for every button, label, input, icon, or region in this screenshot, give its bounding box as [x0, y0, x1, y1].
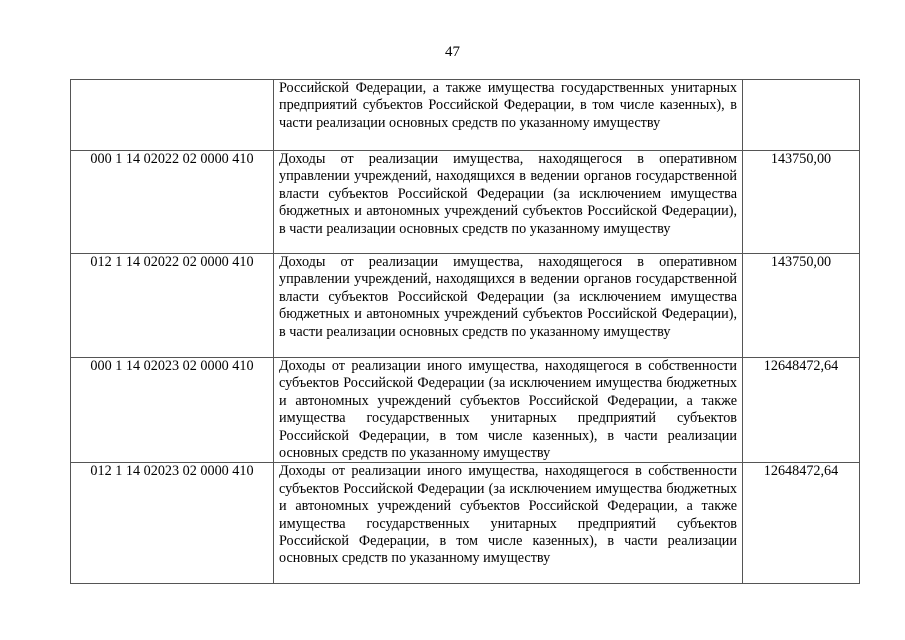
revenue-code-cell	[71, 80, 274, 151]
table-row	[71, 151, 860, 254]
revenue-description-cell: Доходы от реализации иного имущества, находящегося в собственности субъектов Российской Федерации (за исключением имущества бюджетных и автономных учреждений субъектов Российской Федерации, а также имущества государственных унитарных предприятий субъектов Российской Федерации, в том числе казенных), в части реализации основных средств по указанному имуществу	[274, 463, 743, 584]
table-row	[71, 80, 860, 151]
table-row	[71, 358, 860, 463]
budget-revenue-table	[70, 79, 860, 584]
revenue-code-cell: 012 1 14 02023 02 0000 410	[71, 463, 274, 584]
revenue-code-cell: 000 1 14 02023 02 0000 410	[71, 358, 274, 463]
revenue-description-cell: Российской Федерации, а также имущества государственных унитарных предприятий субъектов Российской Федерации, в том числе казенных), в части реализации основных средств по указанному имуществу	[274, 80, 743, 151]
revenue-amount-cell: 12648472,64	[743, 463, 860, 584]
revenue-description-cell: Доходы от реализации имущества, находящегося в оперативном управлении учреждений, находящихся в ведении органов государственной власти субъектов Российской Федерации (за исключением имущества бюджетных и автономных учреждений субъектов Российской Федерации), в части реализации основных средств по указанному имуществу	[274, 151, 743, 254]
table-row	[71, 254, 860, 358]
revenue-amount-cell	[743, 80, 860, 151]
revenue-code-cell: 000 1 14 02022 02 0000 410	[71, 151, 274, 254]
revenue-amount-cell: 143750,00	[743, 254, 860, 358]
revenue-amount-cell: 12648472,64	[743, 358, 860, 463]
table-row	[71, 463, 860, 584]
page-number: 47	[445, 44, 460, 60]
revenue-amount-cell: 143750,00	[743, 151, 860, 254]
revenue-description-cell: Доходы от реализации имущества, находящегося в оперативном управлении учреждений, находящихся в ведении органов государственной власти субъектов Российской Федерации (за исключением имущества бюджетных и автономных учреждений субъектов Российской Федерации), в части реализации основных средств по указанному имуществу	[274, 254, 743, 358]
revenue-description-cell: Доходы от реализации иного имущества, находящегося в собственности субъектов Российской Федерации (за исключением имущества бюджетных и автономных учреждений субъектов Российской Федерации, а также имущества государственных унитарных предприятий субъектов Российской Федерации, в том числе казенных), в части реализации основных средств по указанному имуществу	[274, 358, 743, 463]
revenue-code-cell: 012 1 14 02022 02 0000 410	[71, 254, 274, 358]
